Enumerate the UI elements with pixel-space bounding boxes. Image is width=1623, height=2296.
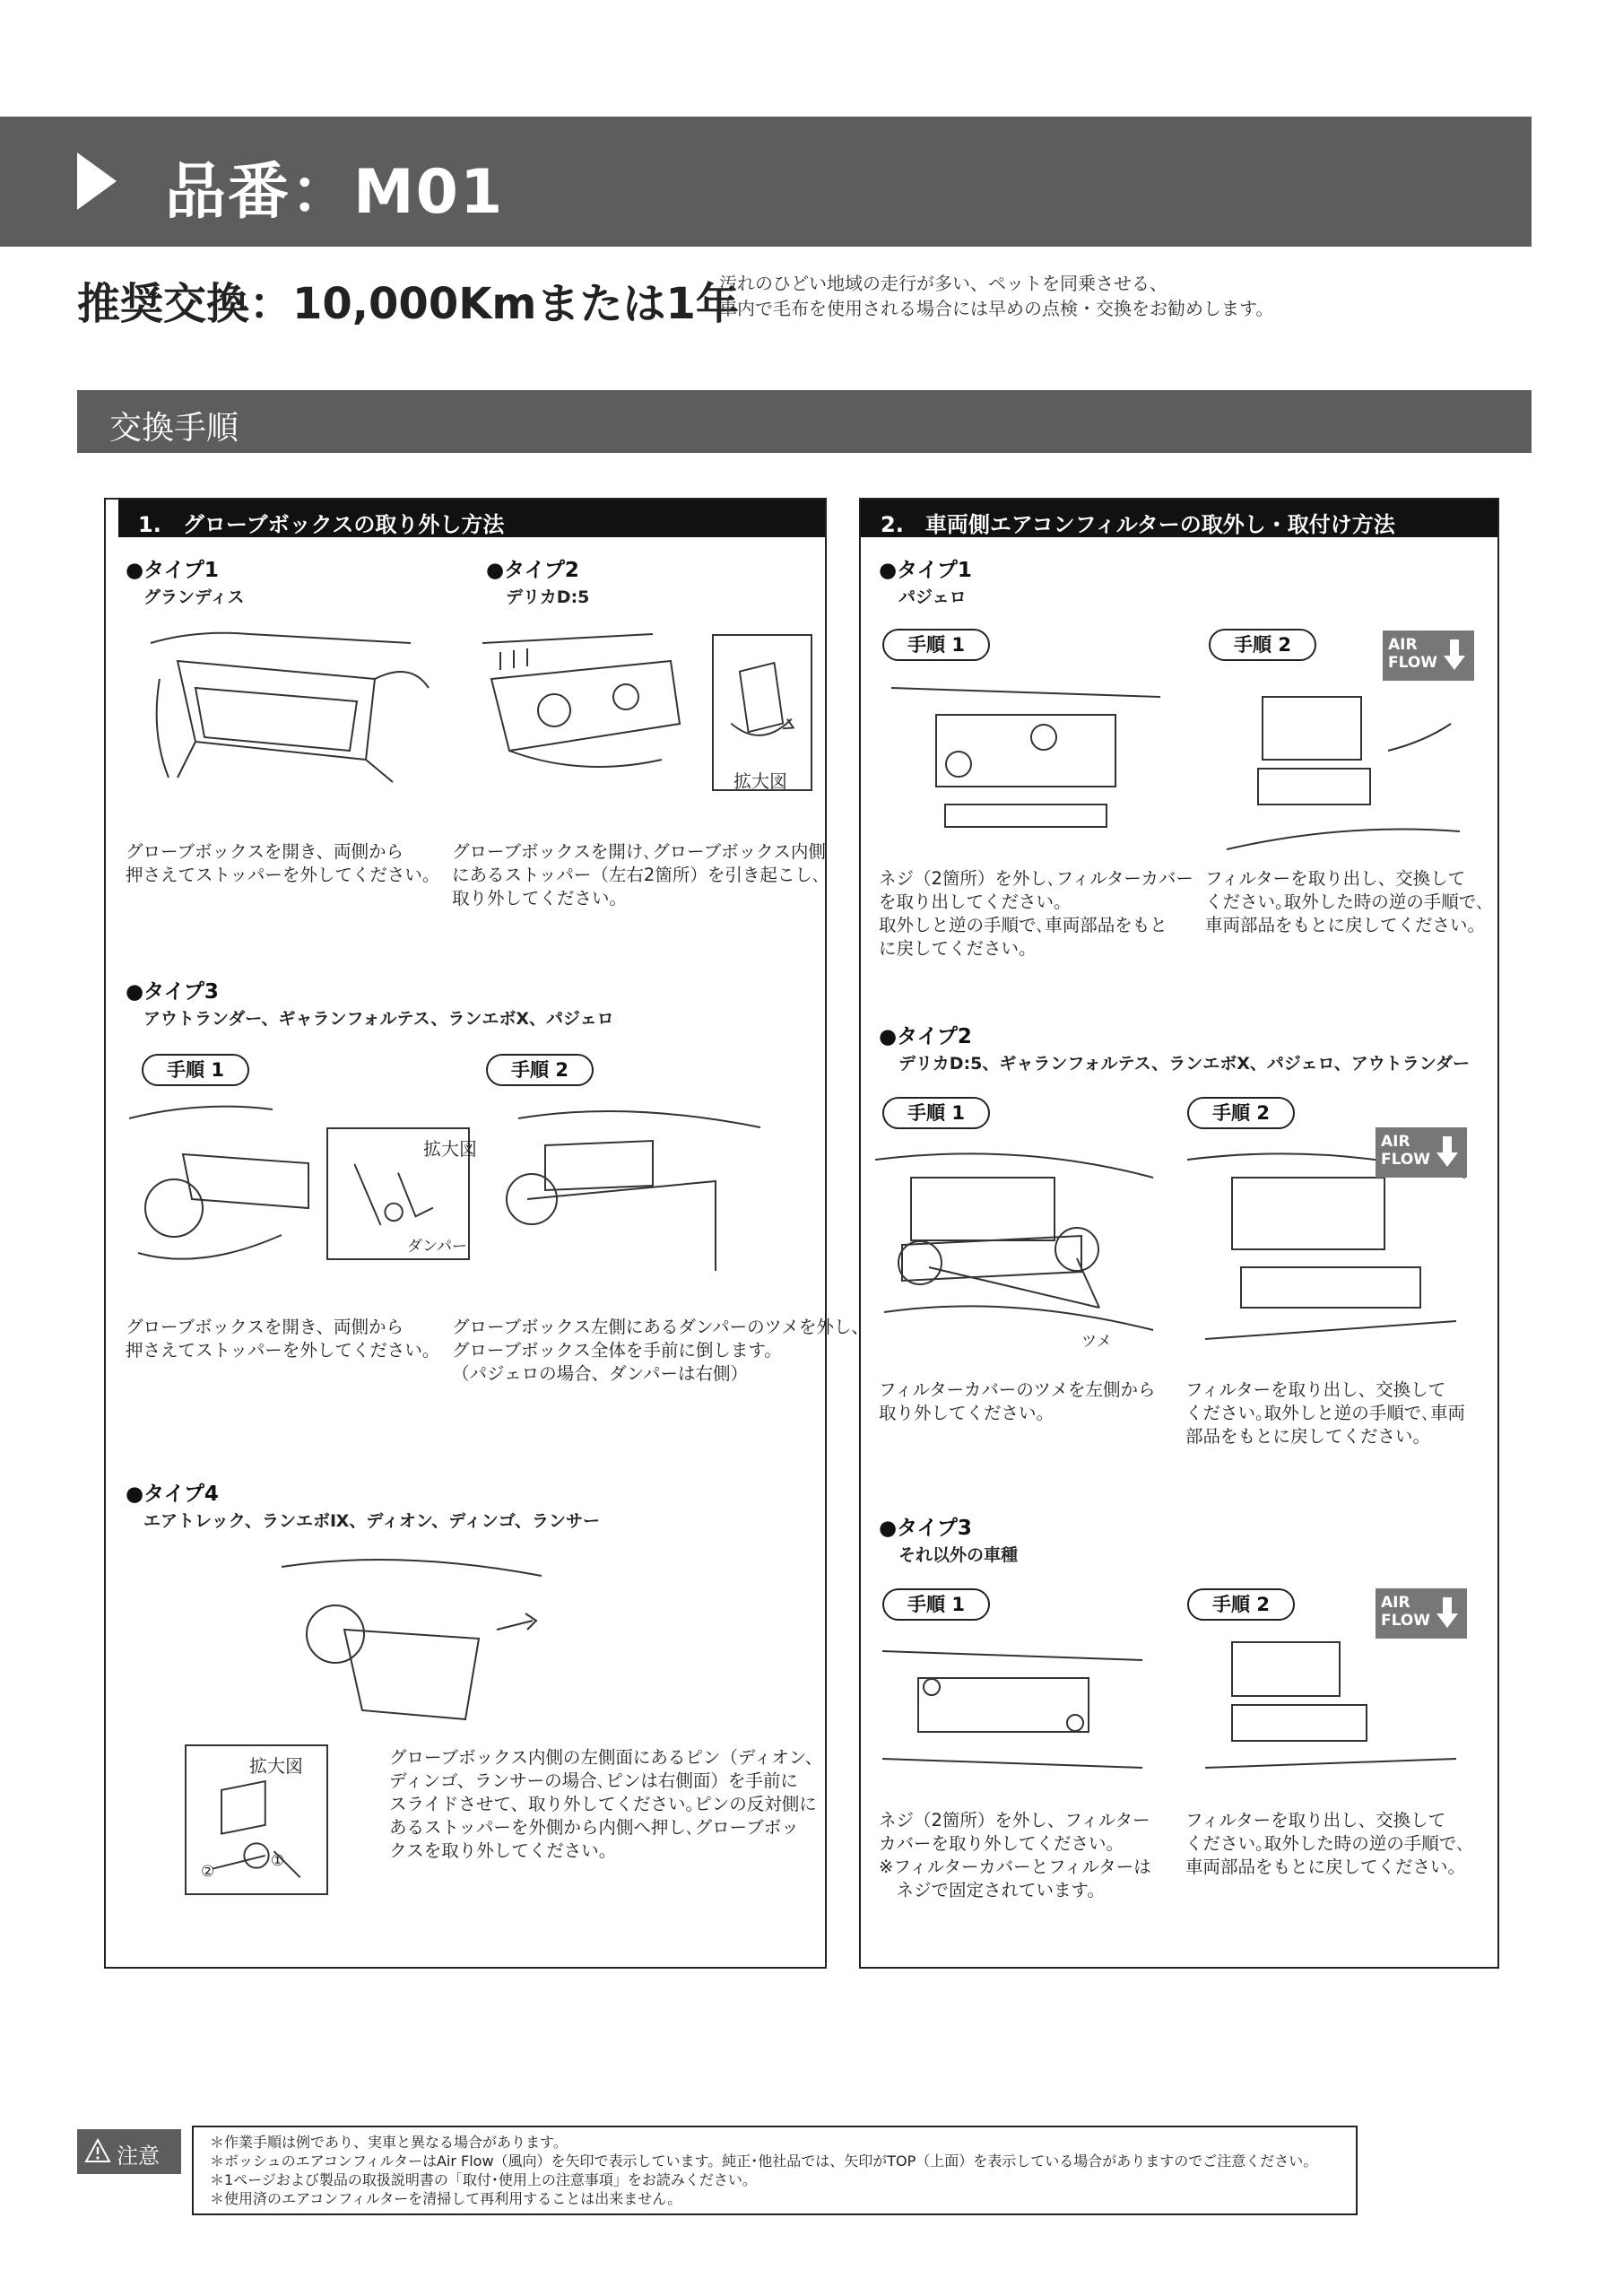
filter-cover-screws-illustration (882, 1633, 1151, 1795)
type1-label: ●タイプ1 (126, 559, 219, 582)
desc-line: グローブボックスを開き、両側から (126, 841, 404, 862)
desc-line: クスを取り外してください。 (389, 1840, 617, 1861)
airflow-text: AIR FLOW (1388, 636, 1438, 672)
step-2-badge: 手順 2 (1187, 1588, 1295, 1621)
desc-line: 取り外してください。 (452, 888, 628, 909)
desc-line: にあるストッパー（左右2箇所）を引き起こし､ (452, 865, 821, 885)
desc-line: 部品をもとに戻してください。 (1185, 1426, 1431, 1447)
desc-line: ネジ（2箇所）を外し､フィルターカバー (879, 868, 1193, 889)
desc-line: ください｡取外した時の逆の手順で､ (1185, 1833, 1466, 1854)
type3-desc-1 (879, 1809, 1151, 1902)
type1-desc-2 (1205, 867, 1485, 937)
caution-line: ＊作業手順は例であり、実車と異なる場合があります。 (210, 2134, 568, 2151)
desc-line: 取外しと逆の手順で､車両部品をもと (879, 915, 1167, 935)
type3-models: それ以外の車種 (898, 1545, 1019, 1565)
type1-models: パジェロ (898, 587, 967, 607)
type3-models: アウトランダー、ギャランフォルテス、ランエボX、パジェロ (143, 1009, 614, 1029)
type4-models: エアトレック、ランエボⅨ、ディオン、ディンゴ、ランサー (143, 1511, 601, 1531)
section-bar (77, 390, 1532, 453)
desc-line: 取り外してください。 (879, 1403, 1055, 1423)
airflow-text: AIR FLOW (1381, 1133, 1431, 1169)
caution-line: ＊ボッシュのエアコンフィルターはAir Flow（風向）を矢印で表示しています。純正･他社品では、矢印がTOP（上面）を表示している場合がありますのでご注意ください。 (210, 2152, 1318, 2170)
type1-desc-1 (879, 867, 1193, 961)
airflow-badge (1376, 1127, 1467, 1178)
step-1-badge: 手順 1 (142, 1054, 249, 1086)
panel-heading (861, 500, 1497, 537)
desc-line: グローブボックスを開け､グローブボックス内側 (452, 841, 826, 862)
recommendation-note (719, 271, 1273, 321)
desc-line: グローブボックス全体を手前に倒します。 (452, 1340, 782, 1361)
arrow-down-icon (1444, 639, 1465, 672)
desc-line: （パジェロの場合、ダンパーは右側） (452, 1363, 748, 1384)
type1-label: ●タイプ1 (879, 559, 972, 582)
step-2-badge: 手順 2 (1187, 1097, 1295, 1129)
zoom-label: 拡大図 (249, 1755, 303, 1777)
desc-line: フィルターを取り出し、交換して (1185, 1379, 1446, 1400)
caution-line: ＊1ページおよび製品の取扱説明書の「取付･使用上の注意事項」をお読みください。 (210, 2171, 757, 2188)
recommendation-note-line: 汚れのひどい地域の走行が多い、ペットを同乗させる、 (719, 273, 1167, 294)
step-1-badge: 手順 1 (882, 629, 990, 661)
desc-line: フィルターを取り出し、交換して (1205, 868, 1466, 889)
marker-2: ② (201, 1863, 215, 1881)
filter-removal-illustration (1209, 670, 1478, 867)
damper-release-illustration (491, 1100, 796, 1280)
type1-models: グランディス (143, 587, 245, 607)
glovebox-removal-panel (104, 498, 869, 1969)
desc-line: あるストッパーを外側から内側へ押し､グローブボッ (389, 1817, 799, 1838)
desc-line: 押さえてストッパーを外してください。 (126, 1340, 440, 1361)
filter-cover-illustration (882, 670, 1169, 867)
step-1-badge: 手順 1 (882, 1588, 990, 1621)
type2-label: ●タイプ2 (486, 559, 579, 582)
desc-line: フィルターカバーのツメを左側から (879, 1379, 1156, 1400)
recommended-replacement: 推奨交換：10,000Kmまたは1年 (77, 279, 739, 329)
step-1-badge: 手順 1 (882, 1097, 990, 1129)
recommendation-note-line: 車内で毛布を使用される場合には早めの点検・交換をお勧めします。 (719, 298, 1274, 319)
desc-line: グローブボックス左側にあるダンパーのツメを外し、 (452, 1317, 869, 1337)
type2-desc-2 (1185, 1378, 1465, 1448)
desc-line: ネジ（2箇所）を外し、フィルター (879, 1810, 1150, 1831)
marker-1: ① (271, 1852, 285, 1870)
desc-line: ネジで固定されています。 (879, 1880, 1105, 1900)
page-title: 品番：M01 (165, 157, 505, 228)
step-2-badge: 手順 2 (1209, 629, 1316, 661)
desc-line: スライドさせて、取り外してください｡ピンの反対側に (389, 1794, 817, 1814)
arrow-down-icon (1436, 1136, 1458, 1169)
warning-icon (84, 2138, 111, 2163)
section-title: 交換手順 (109, 410, 239, 447)
desc-line: 押さえてストッパーを外してください。 (126, 865, 440, 885)
desc-line: カバーを取り外してください。 (879, 1833, 1124, 1854)
type2-label: ●タイプ2 (879, 1025, 972, 1048)
type3-label: ●タイプ3 (126, 980, 219, 1004)
type2-desc-1 (879, 1378, 1156, 1425)
type2-desc (452, 840, 826, 910)
glovebox-stopper-illustration (473, 625, 689, 787)
caution-notes (192, 2126, 1358, 2215)
type2-models: デリカD:5 (506, 587, 590, 607)
glovebox-illustration (142, 625, 438, 787)
desc-line: グローブボックスを開き、両側から (126, 1317, 404, 1337)
caution-text: 注意 (117, 2144, 160, 2169)
title-bar (0, 117, 1532, 247)
panel-heading-text: 2. 車両側エアコンフィルターの取外し・取付け方法 (881, 512, 1395, 537)
desc-line: フィルターを取り出し、交換して (1185, 1810, 1446, 1831)
type1-desc (126, 840, 439, 887)
desc-line: を取り出してください。 (879, 891, 1072, 912)
panel-heading-text: 1. グローブボックスの取り外し方法 (138, 512, 505, 537)
desc-line: ディンゴ、ランサーの場合､ピンは右側面）を手前に (389, 1770, 798, 1791)
desc-line: グローブボックス内側の左側面にあるピン（ディオン、 (389, 1747, 823, 1768)
type3-desc-2 (452, 1316, 869, 1386)
desc-line: 車両部品をもとに戻してください。 (1205, 915, 1486, 935)
type4-label: ●タイプ4 (126, 1483, 219, 1506)
type3-label: ●タイプ3 (879, 1517, 972, 1540)
type3-desc-1 (126, 1316, 439, 1362)
filter-removal-illustration (1187, 1633, 1474, 1795)
airflow-badge (1383, 631, 1474, 681)
desc-line: 車両部品をもとに戻してください。 (1185, 1857, 1466, 1877)
damper-label: ダンパー (407, 1238, 467, 1256)
zoom-label: 拡大図 (733, 770, 787, 792)
airflow-badge (1376, 1588, 1467, 1639)
type4-desc (389, 1746, 822, 1863)
desc-line: ※フィルターカバーとフィルターは (879, 1857, 1151, 1877)
caution-line: ＊使用済のエアコンフィルターを清掃して再利用することは出来ません。 (210, 2190, 682, 2207)
arrow-down-icon (1436, 1597, 1458, 1630)
airflow-text: AIR FLOW (1381, 1594, 1431, 1630)
tab-label: ツメ (1081, 1333, 1112, 1351)
filter-cover-tab-illustration (875, 1142, 1162, 1348)
desc-line: ください｡取外しと逆の手順で､車両 (1185, 1403, 1466, 1423)
glovebox-pin-illustration (264, 1549, 560, 1728)
caution-label (77, 2129, 181, 2174)
step-2-badge: 手順 2 (486, 1054, 594, 1086)
type3-desc-2 (1185, 1809, 1465, 1879)
panel-heading (118, 500, 825, 537)
type2-models: デリカD:5、ギャランフォルテス、ランエボX、パジェロ、アウトランダー (898, 1054, 1471, 1074)
filter-replacement-panel (859, 498, 1499, 1969)
desc-line: ください｡取外した時の逆の手順で､ (1205, 891, 1486, 912)
zoom-label: 拡大図 (423, 1138, 477, 1160)
desc-line: に戻してください。 (879, 938, 1037, 959)
play-triangle-icon (77, 152, 117, 210)
